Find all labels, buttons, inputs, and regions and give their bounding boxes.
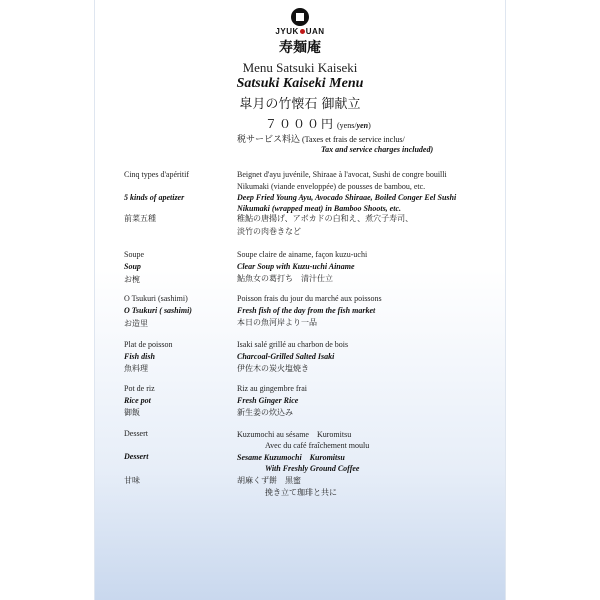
course-label-french: Cinq types d'apéritif (124, 170, 189, 179)
course-desc-japanese: 本日の魚河岸より一品 (237, 318, 317, 327)
course-desc-french: Poisson frais du jour du marché aux poissons (237, 294, 382, 303)
course-desc-japanese: 淡竹の肉巻きなど (237, 227, 301, 236)
restaurant-logo (267, 8, 333, 58)
course-desc-english: With Freshly Ground Coffee (265, 464, 360, 473)
course-desc-french: Isaki salé grillé au charbon de bois (237, 340, 349, 349)
crest-icon (291, 8, 309, 26)
red-dot-icon (300, 29, 305, 34)
course-label-french: Plat de poisson (124, 340, 173, 349)
course-desc-french: Beignet d'ayu juvénile, Shiraae à l'avocat, Sushi de congre bouilli (237, 170, 447, 179)
course-label-english: Rice pot (124, 396, 151, 405)
course-desc-japanese: 伊佐木の炭火塩焼き (237, 364, 309, 373)
course-label-english: Fish dish (124, 352, 155, 361)
price-unit-en: yen (356, 121, 369, 130)
course-label-japanese: 甘味 (124, 476, 140, 485)
course-label-japanese: お椀 (124, 275, 140, 284)
course-desc-french: Riz au gingembre frai (237, 384, 307, 393)
course-desc-english: Deep Fried Young Ayu, Avocado Shiraae, Boiled Conger Eel Sushi (237, 193, 457, 202)
course-desc-french: Avec du café fraîchement moulu (265, 441, 370, 450)
price-unit-prefix: (yens/ (335, 121, 357, 130)
course-label-french: Dessert (124, 429, 148, 438)
menu-title-japanese: 皐月の竹懐石 御献立 (239, 97, 361, 112)
course-desc-english: Charcoal-Grilled Salted Isaki (237, 352, 335, 361)
course-label-japanese: お造里 (124, 319, 148, 328)
tax-note-english: Tax and service charges included) (321, 145, 434, 154)
course-label-french: Soupe (124, 250, 144, 259)
course-desc-japanese: 鮎魚女の葛打ち 清汁仕立 (237, 274, 333, 283)
course-label-english: Soup (124, 262, 141, 271)
course-desc-japanese: 挽き立て珈琲と共に (265, 488, 337, 497)
tax-note-line-1 (237, 132, 405, 145)
menu-title-french: Menu Satsuki Kaiseki (242, 60, 358, 75)
logo-latin-name: JYUK UAN (275, 27, 325, 36)
course-desc-french: Nikumaki (viande enveloppée) de pousses de bambou, etc. (237, 182, 426, 191)
course-label-english: 5 kinds of apetizer (124, 193, 185, 202)
course-desc-japanese: 稚鮎の唐揚げ、アボカドの白和え、煮穴子寿司、 (237, 214, 414, 223)
course-label-japanese: 御飯 (124, 408, 140, 417)
course-label-english: O Tsukuri ( sashimi) (124, 306, 192, 315)
course-desc-french: Kuzumochi au sésame Kuromitsu (237, 430, 352, 439)
course-desc-english: Nikumaki (wrapped meat) in Bamboo Shoots, etc. (237, 204, 402, 213)
course-label-french: O Tsukuri (sashimi) (124, 294, 188, 303)
course-label-french: Pot de riz (124, 384, 155, 393)
menu-title-english: Satsuki Kaiseki Menu (236, 76, 364, 91)
tax-note-french: (Taxes et frais de service inclus/ (300, 135, 405, 144)
course-label-japanese: 魚料理 (124, 364, 148, 373)
course-desc-english: Sesame Kuzumochi Kuromitsu (237, 453, 345, 462)
course-label-english: Dessert (124, 452, 149, 461)
course-desc-french: Soupe claire de ainame, façon kuzu-uchi (237, 250, 368, 259)
price-unit-suffix: ) (368, 121, 371, 130)
tax-note-japanese: 税サービス料込 (237, 135, 301, 145)
course-desc-english: Fresh Ginger Rice (237, 396, 299, 405)
menu-price (265, 115, 371, 132)
course-desc-japanese: 新生姜の炊込み (237, 408, 293, 417)
course-label-japanese: 前菜五種 (124, 214, 156, 223)
price-amount: ７０００円 (265, 117, 336, 131)
course-desc-english: Clear Soup with Kuzu-uchi Ainame (237, 262, 355, 271)
logo-kanji-name: 寿麺庵 (279, 40, 321, 56)
course-desc-japanese: 胡麻くず餅 黒蜜 (237, 476, 301, 485)
course-desc-english: Fresh fish of the day from the fish market (237, 306, 376, 315)
